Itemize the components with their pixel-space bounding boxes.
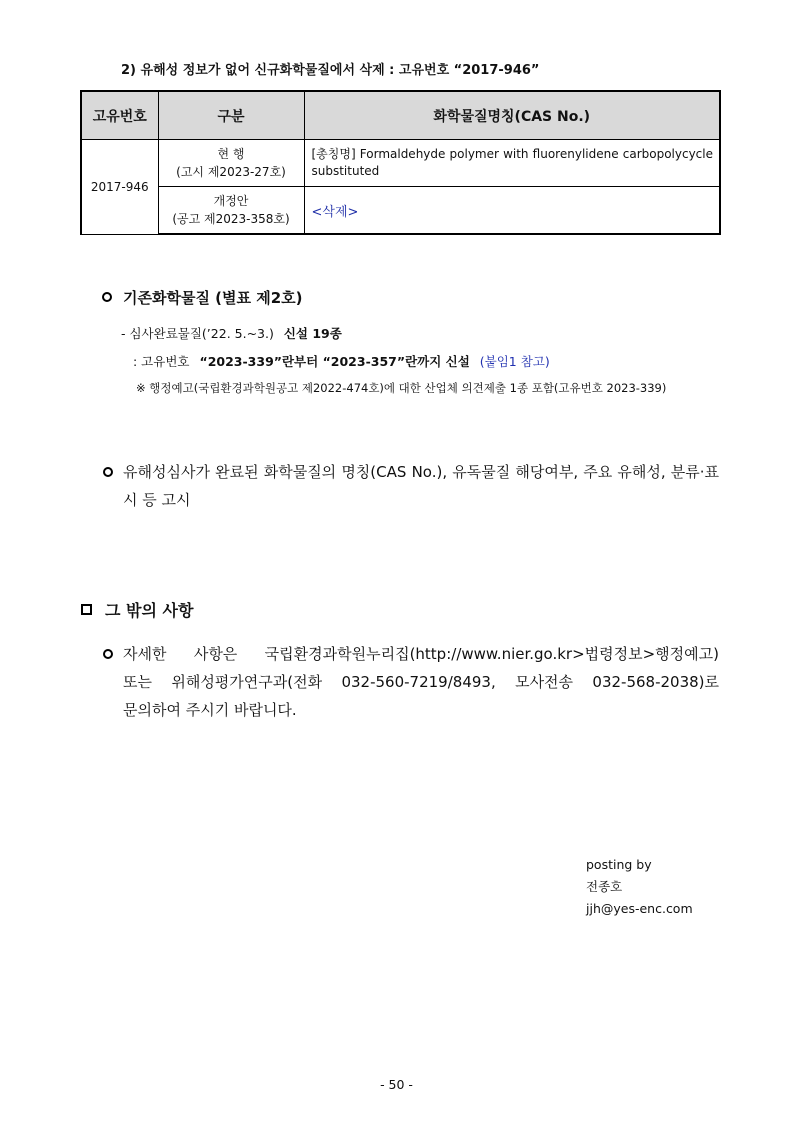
contact-line1: 자세한 사항은 국립환경과학원누리집(http://www.nier.go.kr>법령정보>행정예고) [123,645,719,663]
bullet-contact-info [103,640,719,724]
review-prefix: - 심사완료물질(’22. 5.~3.) [121,326,274,341]
author-email: jjh@yes-enc.com [586,901,693,916]
id-range-prefix: : 고유번호 [133,354,190,369]
bullet-review-notice [103,458,719,514]
square-bullet-icon [81,604,92,615]
review-line [121,324,342,342]
table-header-row [81,91,720,140]
header-id: 고유번호 [81,91,158,140]
review-count: 신설 19종 [283,326,342,341]
division-cell [158,187,304,235]
table-row [81,140,720,187]
deleted-marker: <삭제> [304,187,720,235]
bullet-existing-chemicals [102,287,303,308]
circle-bullet-icon [103,649,113,659]
header-division: 구분 [158,91,304,140]
id-range-bold: “2023-339”란부터 “2023-357”란까지 신설 [199,354,470,369]
section2-title: 그 밖의 사항 [105,601,194,620]
division-line2: (공고 제2023-358호) [172,212,290,226]
id-range-line [133,352,550,370]
division-line2: (고시 제2023-27호) [176,165,286,179]
circle-bullet-icon [102,292,112,302]
chemical-id: 2017-946 [81,140,158,235]
note-line: ※ 행정예고(국립환경과학원공고 제2022-474호)에 대한 산업체 의견제출 1종 포함(고유번호 2023-339) [136,381,667,395]
division-cell [158,140,304,187]
section-title: 2) 유해성 정보가 없어 신규화학물질에서 삭제 : 고유번호 “2017-946” [121,63,540,78]
contact-text [123,640,719,724]
author-name: 전종호 [586,879,623,894]
bullet-text: 유해성심사가 완료된 화학물질의 명칭(CAS No.), 유독물질 해당여부, 주요 유해성, 분류·표시 등 고시 [123,463,719,509]
chemical-table [80,90,721,235]
table-row [81,187,720,235]
section-other-matters [81,598,193,621]
attachment-reference: (붙임1 참고) [479,354,550,369]
chemical-name: [총칭명] Formaldehyde polymer with fluorenylidene carbopolycycle substituted [304,140,720,187]
circle-bullet-icon [103,467,113,477]
division-line1: 개정안 [213,194,249,208]
bullet-title: 기존화학물질 (별표 제2호) [123,289,303,307]
contact-line3: 문의하여 주시기 바랍니다. [123,701,297,719]
division-line1: 현 행 [217,147,245,161]
page-number: - 50 - [380,1077,413,1092]
contact-line2: 또는 위해성평가연구과(전화 032-560-7219/8493, 모사전송 032-568-2038)로 [123,673,719,691]
posting-footer [586,854,693,920]
header-chemical-name: 화학물질명칭(CAS No.) [304,91,720,140]
posting-label: posting by [586,857,652,872]
